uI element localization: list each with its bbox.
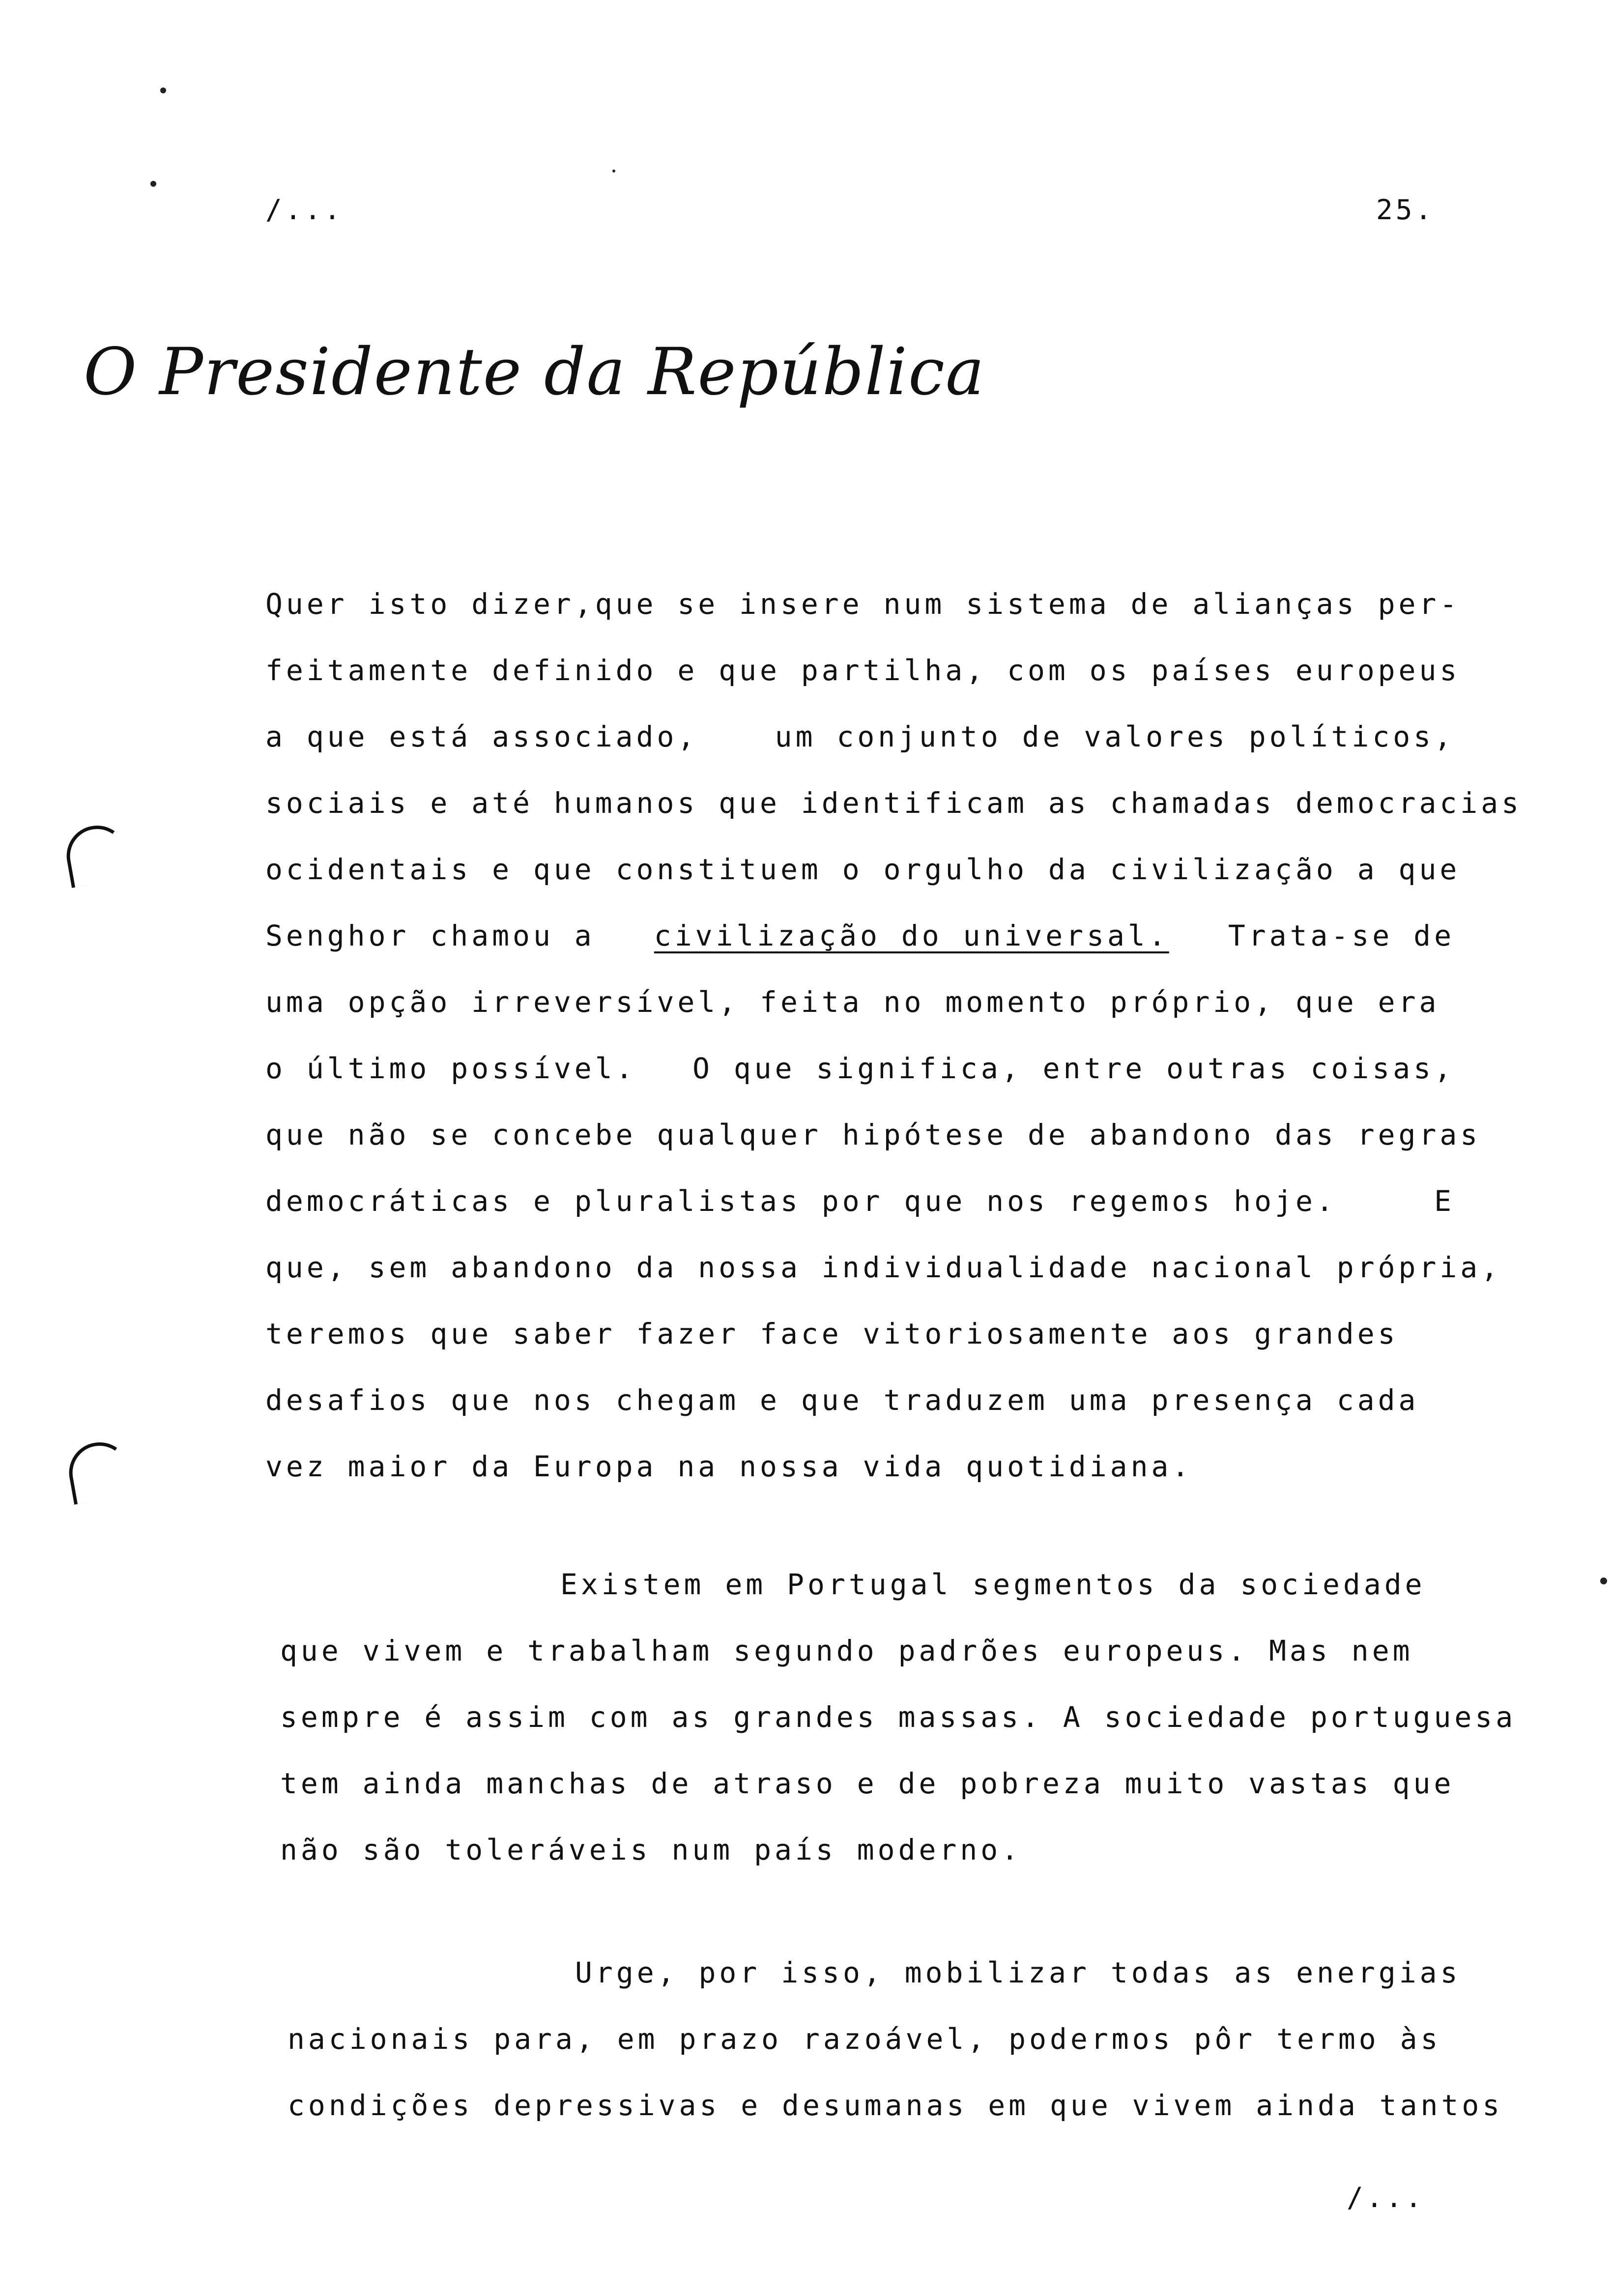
p2-line-4: tem ainda manchas de atraso e de pobreza muito vastas que xyxy=(280,1767,1455,1800)
p2-line-1: Existem em Portugal segmentos da sociedade xyxy=(560,1568,1426,1601)
p1-line-12: teremos que saber fazer face vitoriosamente aos grandes xyxy=(265,1317,1399,1350)
continuation-mark-top: /... xyxy=(265,194,344,226)
p2-line-5: não são toleráveis num país moderno. xyxy=(280,1833,1022,1866)
punch-hole-mark-lower xyxy=(64,1437,134,1505)
p1-line-8: o último possível. O que significa, entre outras coisas, xyxy=(265,1052,1455,1085)
p1-line-2: feitamente definido e que partilha, com os países europeus xyxy=(265,654,1461,687)
p1-line-4: sociais e até humanos que identificam as chamadas democracias xyxy=(265,786,1523,820)
p3-line-1: Urge, por isso, mobilizar todas as energias xyxy=(575,1956,1461,1989)
p1-line-9: que não se concebe qualquer hipótese de abandono das regras xyxy=(265,1118,1481,1151)
page-number: 25. xyxy=(1376,194,1435,226)
punch-hole-mark-upper xyxy=(62,821,132,888)
p1-line-5: ocidentais e que constituem o orgulho da civilização a que xyxy=(265,853,1461,886)
speck-dot xyxy=(612,170,615,172)
p1-line-3: a que está associado, um conjunto de valores políticos, xyxy=(265,720,1455,753)
p1-line-14: vez maior da Europa na nossa vida quotidiana. xyxy=(265,1450,1193,1483)
p1-line-7: uma opção irreversível, feita no momento próprio, que era xyxy=(265,985,1440,1019)
letterhead-title: O Presidente da República xyxy=(84,334,985,410)
p2-line-2: que vivem e trabalham segundo padrões europeus. Mas nem xyxy=(280,1634,1413,1667)
continuation-mark-bottom: /... xyxy=(1347,2182,1425,2214)
p1-line-11: que, sem abandono da nossa individualidade nacional própria, xyxy=(265,1251,1502,1284)
speck-dot xyxy=(160,87,166,93)
speck-dot xyxy=(150,181,156,187)
speck-dot xyxy=(1600,1578,1607,1584)
p1-line-1: Quer isto dizer, que se insere num sistema de alianças per- xyxy=(265,587,1461,621)
p1-line-6: Senghor chamou a civilização do universal. Trata-se de xyxy=(265,919,1455,952)
p1-line-10: democráticas e pluralistas por que nos regemos hoje. E xyxy=(265,1184,1455,1218)
underlined-phrase: civilização do universal. xyxy=(654,919,1169,952)
p3-line-2: nacionais para, em prazo razoável, podermos pôr termo às xyxy=(288,2022,1441,2056)
p3-line-3: condições depressivas e desumanas em que vivem ainda tantos xyxy=(288,2089,1503,2122)
p2-line-3: sempre é assim com as grandes massas. A sociedade portuguesa xyxy=(280,1700,1517,1734)
p1-line-13: desafios que nos chegam e que traduzem uma presença cada xyxy=(265,1383,1419,1417)
